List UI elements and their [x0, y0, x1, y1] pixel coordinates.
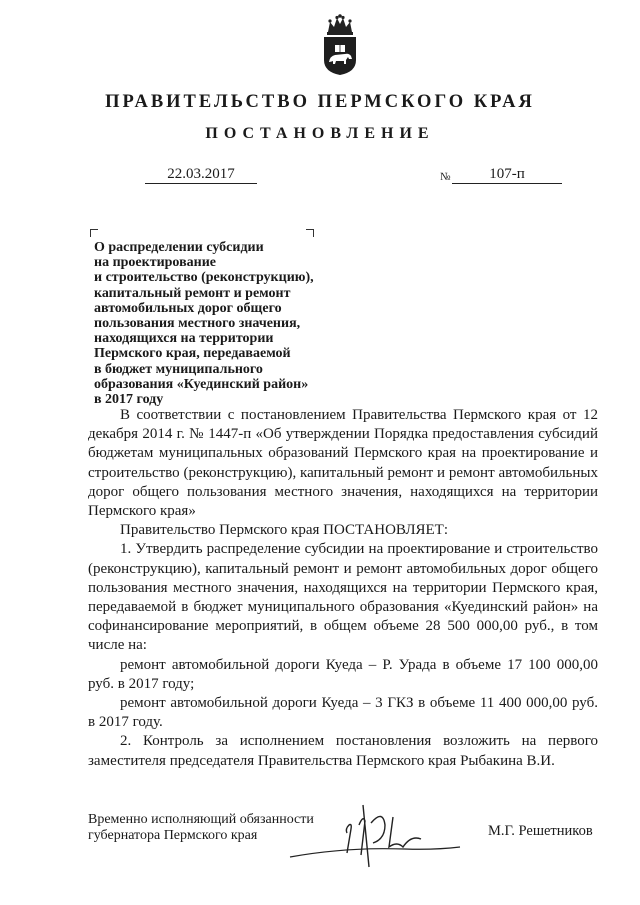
document-type: ПОСТАНОВЛЕНИЕ [205, 125, 435, 142]
subject-line: капитальный ремонт и ремонт [94, 285, 291, 301]
subject-line: Пермского края, передаваемой [94, 346, 291, 362]
handwritten-signature [285, 795, 465, 875]
decree-paragraph: Правительство Пермского края ПОСТАНОВЛЯЕТ: [120, 522, 449, 539]
item-1a-paragraph: ремонт автомобильной дороги Куеда – Р. Урада в объеме 17 100 000,00 руб. в 2017 году; [88, 656, 598, 692]
coat-of-arms-emblem [318, 14, 362, 76]
government-title: ПРАВИТЕЛЬСТВО ПЕРМСКОГО КРАЯ [105, 92, 535, 112]
subject-line: в бюджет муниципального [94, 361, 263, 377]
number-sign: № [440, 171, 451, 183]
subject-corner-left [90, 229, 98, 237]
signatory-position [88, 812, 314, 843]
signatory-position-line: Временно исполняющий обязанности [88, 812, 314, 827]
document-date: 22.03.2017 [145, 166, 257, 184]
subject-line: и строительство (реконструкцию), [94, 270, 314, 286]
preamble-paragraph: В соответствии с постановлением Правительства Пермского края от 12 декабря 2014 г. № 1447-п «Об утверждении Порядка предоставления субсидий бюджетам муниципальных образований Пермского края на проектирование и строительство (реконструкцию), капитальный ремонт и ремонт автомобильных дорог общего пользования местного значения, находящихся на территории Пермского края» [88, 407, 598, 520]
item-1-paragraph: 1. Утвердить распределение субсидии на проектирование и строительство (реконструкцию), капитальный ремонт и ремонт автомобильных дорог общего пользования местного значения, находящихся на территории Пермского края, передаваемой в бюджет муниципального образования «Куединский район» на софинансирование мероприятий, в общем объеме 28 500 000,00 руб., в том числе на: [88, 541, 598, 654]
signatory-name: М.Г. Решетников [488, 823, 593, 839]
document-subject [94, 240, 354, 407]
document-body [88, 406, 598, 771]
document-number: 107-п [452, 166, 562, 184]
signatory-position-line: губернатора Пермского края [88, 827, 258, 843]
item-1b-paragraph: ремонт автомобильной дороги Куеда – 3 ГКЗ в объеме 11 400 000,00 руб. в 2017 году. [88, 695, 598, 731]
subject-corner-right [306, 229, 314, 237]
subject-line: пользования местного значения, [94, 316, 301, 332]
subject-line: образования «Куединский район» [94, 376, 309, 392]
subject-line: О распределении субсидии [94, 240, 264, 255]
subject-line: автомобильных дорог общего [94, 300, 282, 316]
subject-line: в 2017 году [94, 392, 164, 408]
subject-line: находящихся на территории [94, 331, 274, 347]
subject-line: на проектирование [94, 255, 216, 271]
item-2-paragraph: 2. Контроль за исполнением постановления возложить на первого заместителя председателя Правительства Пермского края Рыбакина В.И. [88, 733, 598, 769]
